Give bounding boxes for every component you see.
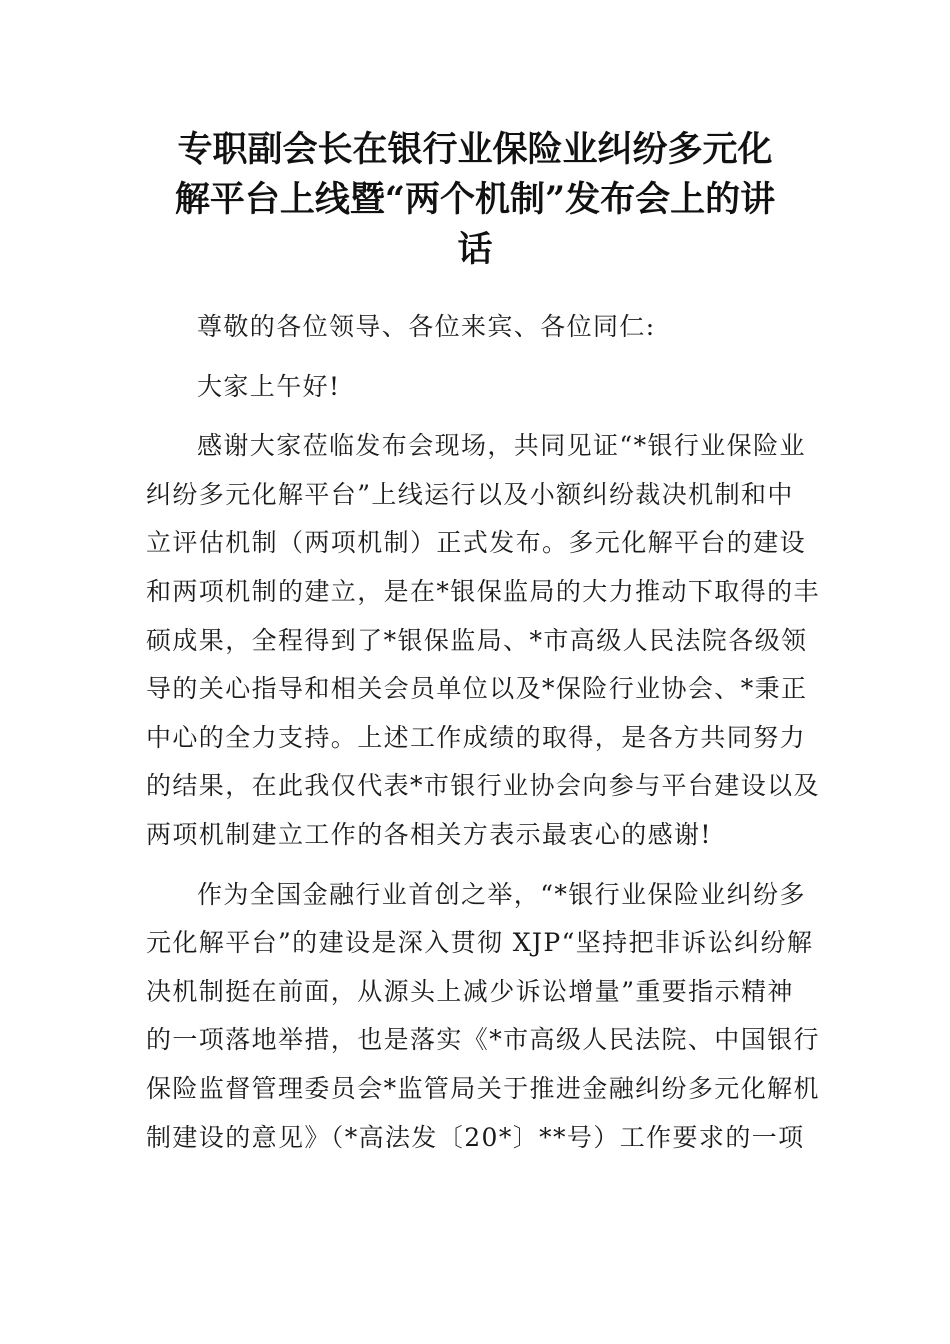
greeting — [146, 363, 814, 412]
document-title — [140, 125, 810, 275]
paragraph-2-line: 作为全国金融行业首创之举，“*银行业保险业纠纷多 — [197, 879, 806, 909]
paragraph-1-line: 纠纷多元化解平台”上线运行以及小额纠纷裁决机制和中 — [146, 479, 794, 509]
paragraph-1-line: 立评估机制（两项机制）正式发布。多元化解平台的建设 — [146, 528, 807, 558]
document-body — [146, 303, 820, 1162]
salutation — [146, 303, 814, 352]
paragraph-1-line: 硕成果，全程得到了*银保监局、*市高级人民法院各级领 — [146, 625, 808, 655]
paragraph-1 — [146, 422, 820, 859]
paragraph-1-line: 导的关心指导和相关会员单位以及*保险行业协会、*秉正 — [146, 674, 808, 704]
greeting-text: 大家上午好! — [197, 371, 341, 401]
title-line-2: 解平台上线暨“两个机制”发布会上的讲 — [174, 179, 776, 220]
title-line-1: 专职副会长在银行业保险业纠纷多元化 — [177, 129, 773, 170]
paragraph-1-line: 和两项机制的建立，是在*银保监局的大力推动下取得的丰 — [146, 576, 820, 606]
paragraph-1-line: 的结果，在此我仅代表*市银行业协会向参与平台建设以及 — [146, 771, 820, 801]
title-line-3: 话 — [457, 229, 493, 270]
paragraph-2-line: 的一项落地举措，也是落实《*市高级人民法院、中国银行 — [146, 1025, 820, 1055]
paragraph-2 — [146, 871, 820, 1163]
paragraph-1-line: 感谢大家莅临发布会现场，共同见证“*银行业保险业 — [197, 431, 806, 461]
paragraph-2-line: 元化解平台”的建设是深入贯彻 XJP“坚持把非诉讼纠纷解 — [146, 928, 814, 958]
paragraph-1-line: 两项机制建立工作的各相关方表示最衷心的感谢! — [146, 819, 712, 849]
paragraph-2-line: 保险监督管理委员会*监管局关于推进金融纠纷多元化解机 — [146, 1073, 820, 1103]
paragraph-1-line: 中心的全力支持。上述工作成绩的取得，是各方共同努力 — [146, 722, 807, 752]
paragraph-2-line: 制建设的意见》（*高法发〔20*〕**号）工作要求的一项 — [146, 1122, 805, 1152]
paragraph-2-line: 决机制挺在前面，从源头上减少诉讼增量”重要指示精神 — [146, 976, 794, 1006]
salutation-text: 尊敬的各位领导、各位来宾、各位同仁: — [197, 312, 656, 341]
